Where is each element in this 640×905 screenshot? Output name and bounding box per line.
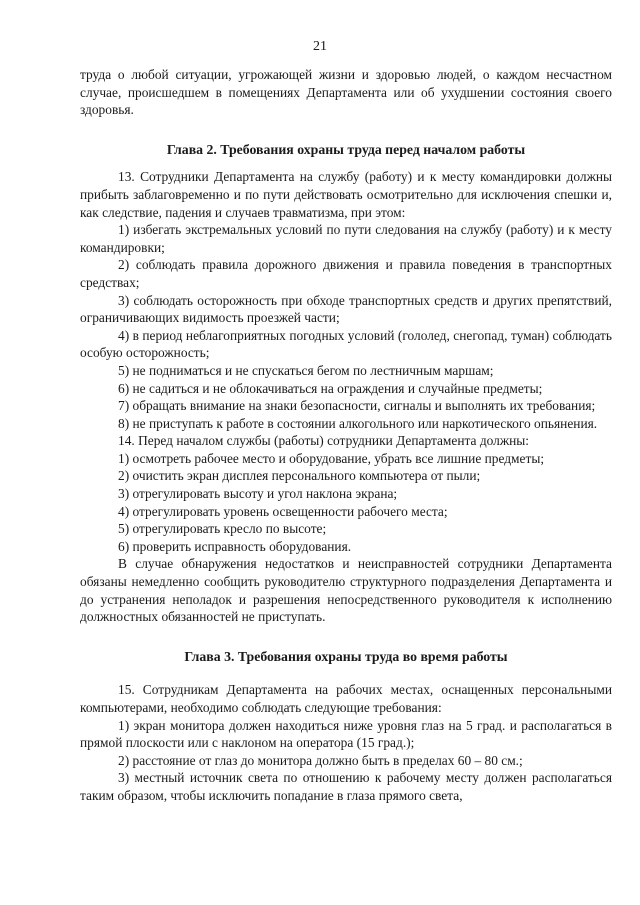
clause-14-item-5: 5) отрегулировать кресло по высоте;	[118, 521, 327, 537]
clause-15: 15. Сотрудникам Департамента на рабочих местах, оснащенных персональными компьютерами, необходимо соблюдать следующие требования:	[80, 682, 612, 715]
clause-15-item-2: 2) расстояние от глаз до монитора должно быть в пределах 60 – 80 см.;	[118, 752, 523, 768]
clause-14-item-4: 4) отрегулировать уровень освещенности рабочего места;	[118, 503, 448, 519]
chapter-2-heading: Глава 2. Требования охраны труда перед началом работы	[166, 141, 526, 157]
page-number: 21	[313, 39, 327, 54]
clause-14-item-1: 1) осмотреть рабочее место и оборудование, убрать все лишние предметы;	[118, 450, 545, 466]
clause-13-item-4: 4) в период неблагоприятных погодных условий (гололед, снегопад, туман) соблюдать особую осторожность;	[80, 327, 612, 361]
defects-paragraph: В случае обнаружения недостатков и неисправностей сотрудники Департамента обязаны немедленно сообщить руководителю структурного подразделения Департамента и до устранения неполадок и разрешения непосредственного руководителя к исполнению должностных обязанностей не приступать.	[80, 556, 612, 625]
clause-14-item-3: 3) отрегулировать высоту и угол наклона экрана;	[118, 486, 398, 502]
clause-13-item-2: 2) соблюдать правила дорожного движения и правила поведения в транспортных средствах;	[80, 257, 612, 290]
chapter-3-heading: Глава 3. Требования охраны труда во время работы	[184, 648, 508, 664]
clause-14-item-2: 2) очистить экран дисплея персонального компьютера от пыли;	[118, 468, 481, 484]
clause-14: 14. Перед началом службы (работы) сотрудники Департамента должны:	[118, 433, 529, 449]
clause-15-item-3: 3) местный источник света по отношению к рабочему месту должен располагаться таким образом, чтобы исключить попадание в глаза прямого света,	[80, 770, 612, 803]
clause-13-item-1: 1) избегать экстремальных условий по пути следования на службу (работу) и к месту командировки;	[80, 222, 612, 255]
page-content	[80, 66, 612, 805]
clause-13-item-6: 6) не садиться и не облокачиваться на ограждения и случайные предметы;	[118, 380, 543, 396]
intro-paragraph: труда о любой ситуации, угрожающей жизни и здоровью людей, о каждом несчастном случае, происшедшем в помещениях Департамента или об ухудшении состояния своего здоровья.	[80, 67, 612, 118]
clause-15-item-1: 1) экран монитора должен находиться ниже уровня глаз на 5 град. и располагаться в прямой плоскости или с наклоном на оператора (15 град.);	[80, 717, 612, 751]
clause-13-item-7: 7) обращать внимание на знаки безопасности, сигналы и выполнять их требования;	[118, 398, 596, 414]
clause-13: 13. Сотрудники Департамента на службу (работу) и к месту командировки должны прибыть заблаговременно и по пути действовать осмотрительно для исключения спешки и, как следствие, падения и случаев травматизма, при этом:	[80, 169, 612, 220]
clause-14-item-6: 6) проверить исправность оборудования.	[118, 538, 352, 554]
clause-13-item-3: 3) соблюдать осторожность при обходе транспортных средств и других препятствий, ограничивающих видимость проезжей части;	[80, 292, 612, 326]
clause-13-item-5: 5) не подниматься и не спускаться бегом по лестничным маршам;	[118, 362, 494, 378]
clause-13-item-8: 8) не приступать к работе в состоянии алкогольного или наркотического опьянения.	[118, 415, 598, 431]
